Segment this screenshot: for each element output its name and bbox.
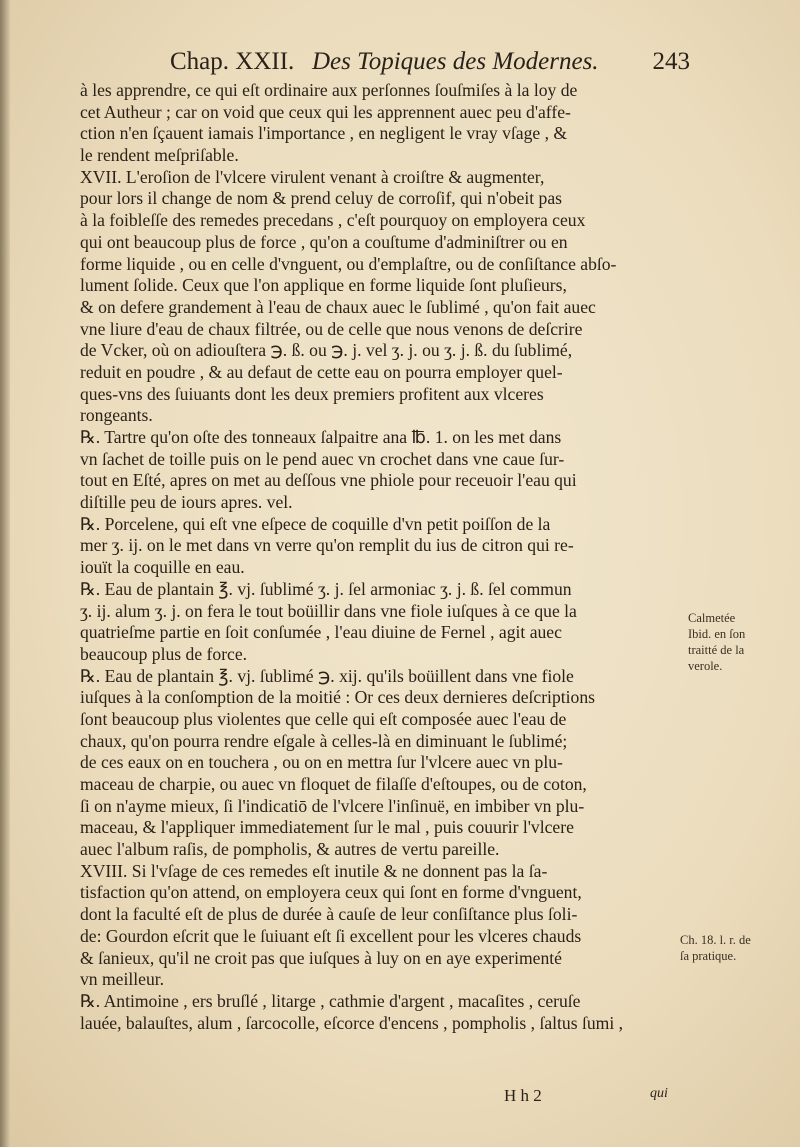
text-line: ſi on n'ayme mieux, ſi l'indicatiō de l'vlcere l'inſinuë, en imbiber vn plu- xyxy=(80,795,585,816)
text-line: ſont beaucoup plus violentes que celle qui eſt composée auec l'eau de xyxy=(80,708,567,729)
text-line: ℞. Eau de plantain ℥. vj. ſublimé ʒ. j. ſel armoniac ʒ. j. ß. ſel commun xyxy=(80,578,572,599)
margin-note-line: traitté de la xyxy=(688,643,745,657)
margin-note-line: Ibid. en ſon xyxy=(688,627,746,641)
chapter-label: Chap. XXII. xyxy=(170,48,295,75)
text-line: cet Autheur ; car on void que ceux qui les apprennent auec peu d'affe- xyxy=(80,101,571,122)
text-line: & on defere grandement à l'eau de chaux auec le ſublimé , qu'on fait auec xyxy=(80,296,596,317)
text-line: ction n'en ſçauent iamais l'importance , en negligent le vray vſage , & xyxy=(80,123,568,144)
page-number: 243 xyxy=(652,48,690,75)
text-line: & ſanieux, qu'il ne croit pas que iuſques à luy on en aye experimenté xyxy=(80,947,562,968)
text-line: vne liure d'eau de chaux filtrée, ou de celle que nous venons de deſcrire xyxy=(80,318,583,339)
text-line: XVIII. Si l'vſage de ces remedes eſt inutile & ne donnent pas la ſa- xyxy=(80,860,548,881)
margin-note-line: verole. xyxy=(688,659,723,673)
margin-note-line: ſa pratique. xyxy=(680,949,737,963)
text-line: maceau, & l'appliquer immediatement ſur le mal , puis couurir l'vlcere xyxy=(80,817,574,838)
signature-mark: H h 2 xyxy=(504,1086,542,1105)
margin-note-calmetee xyxy=(688,610,788,674)
text-line: dont la faculté eſt de plus de durée à cauſe de leur conſiſtance plus ſoli- xyxy=(80,904,578,925)
text-line: rongeants. xyxy=(80,405,153,426)
text-line: qui ont beaucoup plus de force , qu'on a couſtume d'adminiſtrer ou en xyxy=(80,231,568,252)
text-line: reduit en poudre , & au defaut de cette eau on pourra employer quel- xyxy=(80,361,563,382)
text-line: de ces eaux on en touchera , ou on en mettra ſur l'vlcere auec vn plu- xyxy=(80,752,563,773)
text-line: à les apprendre, ce qui eſt ordinaire aux perſonnes ſouſmiſes à la loy de xyxy=(80,80,578,100)
catchword: qui xyxy=(650,1086,668,1101)
text-line: forme liquide , ou en celle d'vnguent, ou d'emplaſtre, ou de conſiſtance abſo- xyxy=(80,253,617,274)
text-line: iuſques à la conſomption de la moitié : Or ces deux dernieres deſcriptions xyxy=(80,687,595,708)
text-line: iouït la coquille en eau. xyxy=(80,557,245,578)
text-line: beaucoup plus de force. xyxy=(80,643,248,664)
text-line: lauée, balauſtes, alum , ſarcocolle, eſcorce d'encens , pompholis , ſaltus ſumi , xyxy=(80,1012,624,1033)
text-line: pour lors il change de nom & prend celuy de corroſif, qui n'obeit pas xyxy=(80,188,562,209)
text-line: ℞. Eau de plantain ℥. vj. ſublimé ℈. xij. qu'ils boüillent dans vne fiole xyxy=(80,665,574,686)
text-line: mer ʒ. ij. on le met dans vn verre qu'on remplit du ius de citron qui re- xyxy=(80,535,574,556)
text-line: ℞. Antimoine , ers bruſlé , litarge , cathmie d'argent , macaſites , ceruſe xyxy=(80,990,581,1011)
margin-note-chapter-ref xyxy=(680,932,790,964)
margin-note-line: Calmetée xyxy=(688,611,736,625)
text-line: ℞. Tartre qu'on oſte des tonneaux ſalpaitre ana ℔. 1. on les met dans xyxy=(80,427,562,447)
text-line: ʒ. ij. alum ʒ. j. on fera le tout boüillir dans vne fiole iuſques à ce que la xyxy=(80,600,577,621)
page-body-text xyxy=(80,80,680,1034)
text-line: XVII. L'eroſion de l'vlcere virulent venant à croiſtre & augmenter, xyxy=(80,166,545,187)
text-line: vn meilleur. xyxy=(80,969,165,990)
text-line: ℞. Porcelene, qui eſt vne eſpece de coquille d'vn petit poiſſon de la xyxy=(80,513,551,534)
running-header xyxy=(170,48,690,80)
text-line: tout en Eſté, apres on met au deſſous vne phiole pour receuoir l'eau qui xyxy=(80,470,577,491)
text-line: de Vcker, où on adiouſtera ℈. ß. ou ℈. j. vel ʒ. j. ou ʒ. j. ß. du ſublimé, xyxy=(80,340,573,361)
text-line: auec l'album raſis, de pompholis, & autres de vertu pareille. xyxy=(80,839,500,860)
text-line: le rendent meſpriſable. xyxy=(80,145,239,166)
running-title: Des Topiques des Modernes. xyxy=(312,48,599,75)
text-line: lument ſolide. Ceux que l'on applique en forme liquide ſont pluſieurs, xyxy=(80,275,567,296)
text-line: maceau de charpie, ou auec vn floquet de filaſſe d'eſtoupes, ou de coton, xyxy=(80,774,587,794)
text-line: chaux, qu'on pourra rendre eſgale à celles-là en diminuant le ſublimé; xyxy=(80,730,568,751)
margin-note-line: Ch. 18. l. r. de xyxy=(680,933,751,947)
text-line: à la foibleſſe des remedes precedans , c'eſt pourquoy on employera ceux xyxy=(80,210,586,231)
text-line: vn ſachet de toille puis on le pend auec vn crochet dans vne caue ſur- xyxy=(80,448,565,469)
text-line: quatrieſme partie en ſoit conſumée , l'eau diuine de Fernel , agit auec xyxy=(80,622,562,643)
text-line: de: Gourdon eſcrit que le ſuiuant eſt ſi excellent pour les vlceres chauds xyxy=(80,925,582,946)
binding-gutter xyxy=(0,0,10,1147)
text-line: ques-vns des ſuiuants dont les deux premiers profitent aux vlceres xyxy=(80,383,544,404)
text-line: diſtille peu de iours apres. vel. xyxy=(80,492,293,513)
text-line: tisfaction qu'on attend, on employera ceux qui ſont en forme d'vnguent, xyxy=(80,882,582,903)
